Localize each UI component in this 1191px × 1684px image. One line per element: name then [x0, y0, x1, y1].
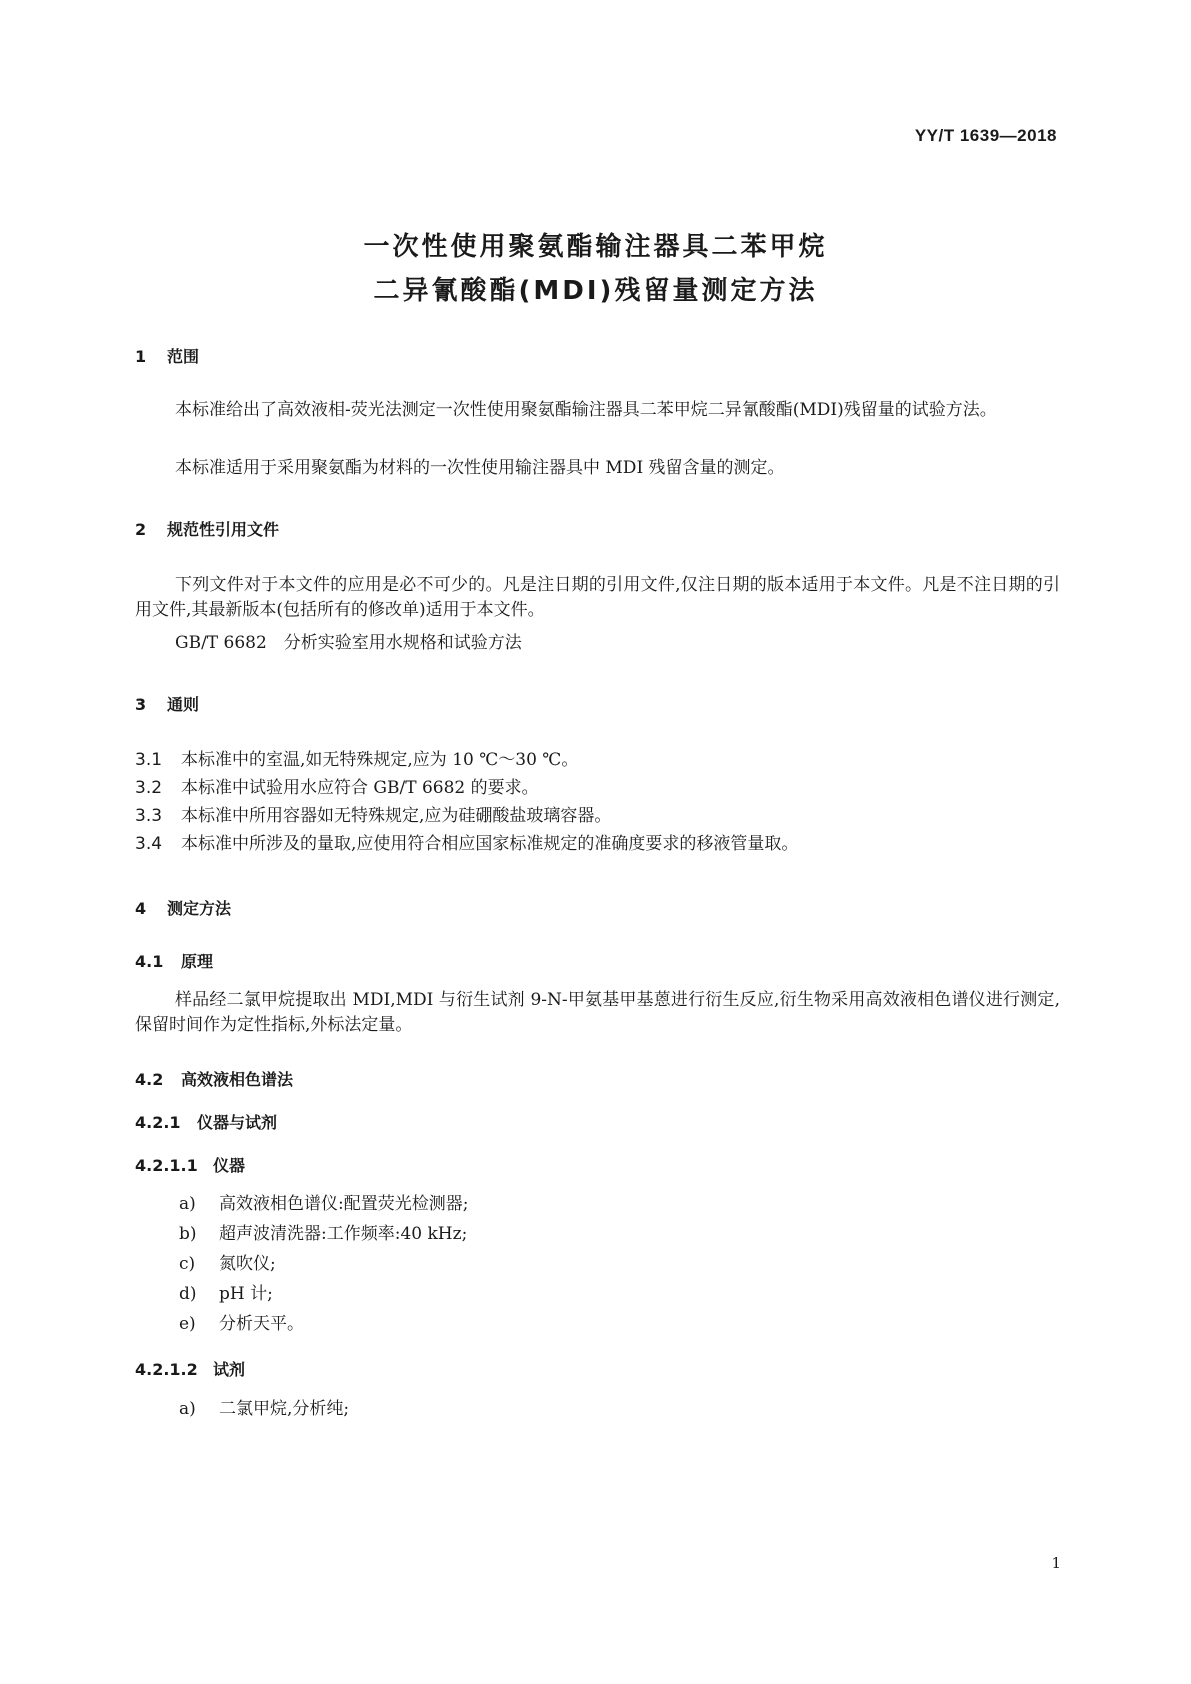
clause-number: 3.3 — [135, 806, 163, 826]
section-title: 仪器 — [213, 1156, 246, 1175]
normative-reference: GB/T 6682 分析实验室用水规格和试验方法 — [175, 633, 522, 653]
list-marker: c) — [179, 1254, 196, 1274]
list-text: 分析天平。 — [219, 1314, 304, 1334]
clause-text: 本标准中所涉及的量取,应使用符合相应国家标准规定的准确度要求的移液管量取。 — [181, 834, 799, 854]
section-number: 2 — [135, 520, 147, 539]
list-item — [179, 1397, 349, 1422]
section-4-2-1-2-heading — [135, 1357, 245, 1380]
page-number: 1 — [1051, 1554, 1061, 1572]
list-marker: e) — [179, 1314, 196, 1334]
list-marker: b) — [179, 1224, 197, 1244]
document-title-line-1: 一次性使用聚氨酯输注器具二苯甲烷 — [363, 232, 828, 262]
section-4-2-1-heading — [135, 1110, 277, 1133]
section-3-heading — [135, 692, 199, 715]
standard-code: YY/T 1639—2018 — [914, 126, 1057, 145]
section-title: 试剂 — [213, 1360, 246, 1379]
section-4-1-paragraph: 样品经二氯甲烷提取出 MDI,MDI 与衍生试剂 9-N-甲氨基甲基蒽进行衍生反应,衍生物采用高效液相色谱仪进行测定,保留时间作为定性指标,外标法定量。 — [135, 990, 1060, 1035]
clause-3-2 — [135, 776, 539, 801]
list-text: 高效液相色谱仪:配置荧光检测器; — [219, 1194, 469, 1214]
document-title-line-2: 二异氰酸酯(MDI)残留量测定方法 — [373, 276, 818, 306]
clause-number: 3.2 — [135, 778, 163, 798]
section-4-heading — [135, 896, 231, 919]
list-item — [179, 1252, 276, 1277]
section-number: 4.2 — [135, 1070, 164, 1089]
section-number: 1 — [135, 347, 147, 366]
section-title: 范围 — [167, 347, 200, 366]
section-title: 仪器与试剂 — [197, 1113, 278, 1132]
section-number: 4.2.1 — [135, 1113, 181, 1132]
clause-text: 本标准中所用容器如无特殊规定,应为硅硼酸盐玻璃容器。 — [181, 806, 612, 826]
section-2-paragraph-1: 下列文件对于本文件的应用是必不可少的。凡是注日期的引用文件,仅注日期的版本适用于本文件。凡是不注日期的引用文件,其最新版本(包括所有的修改单)适用于本文件。 — [135, 575, 1060, 620]
clause-text: 本标准中的室温,如无特殊规定,应为 10 ℃～30 ℃。 — [181, 750, 579, 770]
section-4-1-heading — [135, 949, 213, 972]
section-number: 4.1 — [135, 952, 164, 971]
list-text: 氮吹仪; — [219, 1254, 276, 1274]
list-item — [179, 1192, 468, 1217]
section-number: 4.2.1.1 — [135, 1156, 198, 1175]
section-1-paragraph-2: 本标准适用于采用聚氨酯为材料的一次性使用输注器具中 MDI 残留含量的测定。 — [175, 458, 785, 478]
section-title: 规范性引用文件 — [167, 520, 280, 539]
list-item — [179, 1282, 273, 1307]
clause-3-4 — [135, 832, 798, 857]
list-item — [179, 1312, 304, 1337]
clause-number: 3.4 — [135, 834, 163, 854]
list-marker: a) — [179, 1194, 196, 1214]
clause-3-1 — [135, 748, 578, 773]
section-title: 原理 — [181, 952, 214, 971]
section-4-2-1-1-heading — [135, 1153, 245, 1176]
section-title: 通则 — [167, 695, 200, 714]
section-1-heading — [135, 344, 199, 367]
clause-number: 3.1 — [135, 750, 163, 770]
list-marker: d) — [179, 1284, 197, 1304]
section-4-2-heading — [135, 1067, 293, 1090]
section-1-paragraph-1: 本标准给出了高效液相-荧光法测定一次性使用聚氨酯输注器具二苯甲烷二异氰酸酯(MDI)残留量的试验方法。 — [175, 400, 997, 420]
clause-3-3 — [135, 804, 611, 829]
clause-text: 本标准中试验用水应符合 GB/T 6682 的要求。 — [181, 778, 539, 798]
list-text: 二氯甲烷,分析纯; — [219, 1399, 350, 1419]
list-item — [179, 1222, 467, 1247]
section-number: 3 — [135, 695, 147, 714]
list-marker: a) — [179, 1399, 196, 1419]
section-title: 高效液相色谱法 — [181, 1070, 294, 1089]
list-text: 超声波清洗器:工作频率:40 kHz; — [219, 1224, 468, 1244]
section-2-heading — [135, 517, 279, 540]
list-text: pH 计; — [219, 1284, 273, 1304]
section-title: 测定方法 — [167, 899, 232, 918]
section-number: 4 — [135, 899, 147, 918]
section-number: 4.2.1.2 — [135, 1360, 198, 1379]
